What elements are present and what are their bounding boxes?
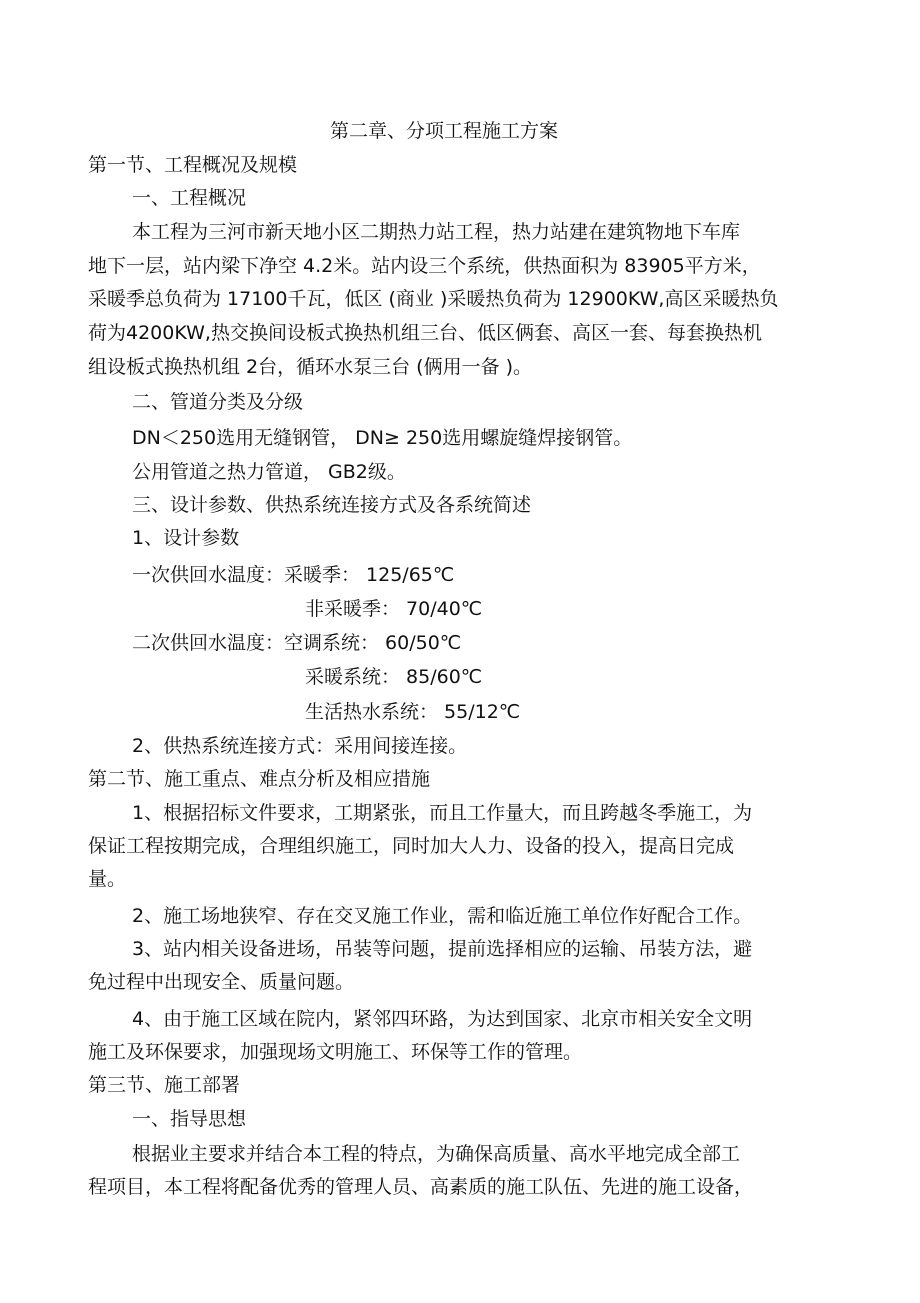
chapter-title: 第二章、分项工程施工方案 bbox=[330, 120, 559, 142]
paragraph-line: 1、根据招标文件要求，工期紧张，而且工作量大，而且跨越冬季施工，为 bbox=[132, 802, 753, 824]
subsection-heading: 一、工程概况 bbox=[132, 187, 247, 209]
subsection-heading: 二、管道分类及分级 bbox=[132, 391, 304, 413]
paragraph-line: 保证工程按期完成，合理组织施工，同时加大人力、设备的投入，提高日完成 bbox=[88, 835, 735, 857]
param-line: 一次供回水温度：采暖季： 125/65℃ bbox=[132, 564, 455, 586]
list-item: 1、设计参数 bbox=[132, 527, 240, 549]
param-line: 生活热水系统： 55/12℃ bbox=[305, 701, 521, 723]
paragraph-line: 地下一层，站内梁下净空 4.2米。站内设三个系统，供热面积为 83905平方米， bbox=[88, 255, 761, 277]
paragraph-line: 2、施工场地狭窄、存在交叉施工作业，需和临近施工单位作好配合工作。 bbox=[132, 905, 753, 927]
paragraph-line: 组设板式换热机组 2台，循环水泵三台 (俩用一备 )。 bbox=[88, 356, 533, 378]
param-line: 非采暖季： 70/40℃ bbox=[305, 598, 483, 620]
paragraph-line: 免过程中出现安全、质量问题。 bbox=[88, 971, 355, 993]
paragraph-line: 施工及环保要求，加强现场文明施工、环保等工作的管理。 bbox=[88, 1041, 583, 1063]
paragraph-line: 3、站内相关设备进场，吊装等问题，提前选择相应的运输、吊装方法，避 bbox=[132, 938, 753, 960]
param-line: 采暖系统： 85/60℃ bbox=[305, 666, 483, 688]
section-heading: 第一节、工程概况及规模 bbox=[88, 154, 298, 176]
paragraph-line: DN＜250选用无缝钢管， DN≥ 250选用螺旋缝焊接钢管。 bbox=[132, 427, 633, 449]
subsection-heading: 三、设计参数、供热系统连接方式及各系统简述 bbox=[132, 494, 532, 516]
paragraph-line: 根据业主要求并结合本工程的特点，为确保高质量、高水平地完成全部工 bbox=[132, 1143, 741, 1165]
paragraph-line: 本工程为三河市新天地小区二期热力站工程，热力站建在建筑物地下车库 bbox=[132, 221, 741, 243]
section-heading: 第三节、施工部署 bbox=[88, 1074, 241, 1096]
paragraph-line: 程项目，本工程将配备优秀的管理人员、高素质的施工队伍、先进的施工设备， bbox=[88, 1176, 754, 1198]
subsection-heading: 一、指导思想 bbox=[132, 1108, 247, 1130]
paragraph-line: 荷为4200KW,热交换间设板式换热机组三台、低区俩套、高区一套、每套换热机 bbox=[88, 322, 762, 344]
list-item: 2、供热系统连接方式：采用间接连接。 bbox=[132, 735, 468, 757]
paragraph-line: 量。 bbox=[88, 868, 127, 890]
paragraph-line: 公用管道之热力管道， GB2级。 bbox=[132, 461, 406, 483]
param-line: 二次供回水温度：空调系统： 60/50℃ bbox=[132, 632, 462, 654]
section-heading: 第二节、施工重点、难点分析及相应措施 bbox=[88, 768, 431, 790]
paragraph-line: 4、由于施工区域在院内，紧邻四环路，为达到国家、北京市相关安全文明 bbox=[132, 1008, 753, 1030]
paragraph-line: 采暖季总负荷为 17100千瓦，低区 (商业 )采暖热负荷为 12900KW,高区采暖热负 bbox=[88, 288, 779, 310]
